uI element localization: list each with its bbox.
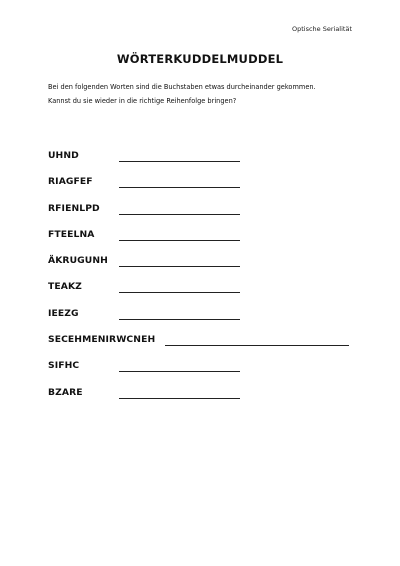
word-row xyxy=(48,281,368,307)
answer-line[interactable] xyxy=(165,345,349,346)
scrambled-word: RIAGFEF xyxy=(48,176,93,188)
page-title: WÖRTERKUDDELMUDDEL xyxy=(116,52,284,66)
scrambled-word: IEEZG xyxy=(48,307,79,319)
word-row xyxy=(48,360,368,386)
scrambled-word: ÄKRUGUNH xyxy=(48,255,108,267)
scrambled-word: UHND xyxy=(48,150,79,161)
scrambled-word: BZARE xyxy=(48,386,83,398)
answer-line[interactable] xyxy=(119,292,240,293)
answer-line[interactable] xyxy=(119,319,240,320)
answer-line[interactable] xyxy=(119,266,240,267)
scrambled-word: SECEHMENIRWCNEH xyxy=(48,334,156,346)
word-row xyxy=(48,387,368,413)
instructions xyxy=(48,80,368,108)
instruction-line-2: Kannst du sie wieder in die richtige Reihenfolge bringen? xyxy=(48,97,237,105)
answer-line[interactable] xyxy=(119,240,240,241)
scrambled-word: FTEELNA xyxy=(48,228,95,240)
word-row xyxy=(48,255,368,281)
scrambled-word: TEAKZ xyxy=(48,281,82,293)
header-note: Optische Serialität xyxy=(291,25,352,33)
word-row xyxy=(48,229,368,255)
answer-line[interactable] xyxy=(119,187,240,188)
answer-line[interactable] xyxy=(119,161,240,162)
answer-line[interactable] xyxy=(119,371,240,372)
scrambled-word: SIFHC xyxy=(48,360,80,372)
answer-line[interactable] xyxy=(119,214,240,215)
word-row xyxy=(48,150,368,176)
word-list xyxy=(48,150,368,413)
word-row xyxy=(48,334,368,360)
instruction-line-1: Bei den folgenden Worten sind die Buchstaben etwas durcheinander gekommen. xyxy=(48,83,316,91)
word-row xyxy=(48,176,368,202)
word-row xyxy=(48,203,368,229)
answer-line[interactable] xyxy=(119,398,240,399)
scrambled-word: RFIENLPD xyxy=(48,202,100,214)
word-row xyxy=(48,308,368,334)
